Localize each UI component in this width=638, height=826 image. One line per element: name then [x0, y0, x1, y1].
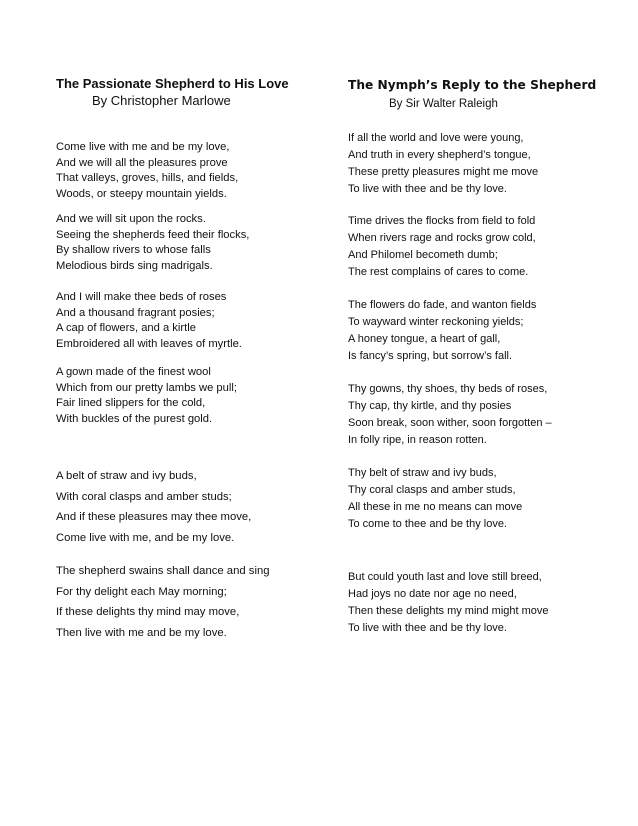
poem-line: By shallow rivers to whose falls [56, 244, 211, 257]
poem-line: If these delights thy mind may move, [56, 606, 240, 618]
poem-line: And Philomel becometh dumb; [348, 249, 498, 261]
poem-line: To live with thee and be thy love. [348, 183, 507, 195]
left-stanza-3 [56, 290, 242, 352]
poem-line: With buckles of the purest gold. [56, 412, 213, 425]
poem-line: And a thousand fragrant posies; [56, 306, 215, 319]
poem-line: Thy cap, thy kirtle, and thy posies [348, 400, 512, 412]
poem-line: Thy coral clasps and amber studs, [348, 484, 516, 496]
left-poem-author: By Christopher Marlowe [92, 93, 231, 108]
poem-line: Melodious birds sing madrigals. [56, 259, 213, 272]
poem-line: When rivers rage and rocks grow cold, [348, 232, 536, 244]
poem-line: Come live with me, and be my love. [56, 531, 235, 544]
poem-line: If all the world and love were young, [348, 132, 524, 144]
left-stanza-6 [56, 561, 270, 643]
poem-line: But could youth last and love still breed, [348, 571, 542, 583]
poem-line: A honey tongue, a heart of gall, [348, 333, 501, 345]
poem-line: Embroidered all with leaves of myrtle. [56, 337, 242, 350]
poem-line: Seeing the shepherds feed their flocks, [56, 228, 250, 241]
poem-line: And we will all the pleasures prove [56, 156, 228, 169]
poem-line: Come live with me and be my love, [56, 141, 230, 153]
left-poem-title: The Passionate Shepherd to His Love [56, 76, 289, 91]
right-stanza-2 [348, 213, 536, 281]
poem-line: Soon break, soon wither, soon forgotten – [348, 417, 552, 429]
poem-line: Which from our pretty lambs we pull; [56, 381, 237, 394]
poem-line: Had joys no date nor age no need, [348, 588, 517, 600]
poem-line: In folly ripe, in reason rotten. [348, 434, 487, 446]
poem-line: Thy belt of straw and ivy buds, [348, 467, 497, 479]
poem-line: Then these delights my mind might move [348, 605, 549, 617]
poem-line: Then live with me and be my love. [56, 626, 227, 639]
right-poem-title: The Nymph’s Reply to the Shepherd [348, 78, 597, 92]
right-stanza-1 [348, 130, 538, 198]
poem-line: With coral clasps and amber studs; [56, 490, 232, 503]
left-stanza-5 [56, 466, 251, 548]
poem-line: And truth in every shepherd’s tongue, [348, 149, 531, 161]
poem-line: Time drives the flocks from field to fold [348, 215, 536, 227]
poem-line: And if these pleasures may thee move, [56, 511, 252, 523]
poem-line: The flowers do fade, and wanton fields [348, 299, 537, 311]
poem-line: Thy gowns, thy shoes, thy beds of roses, [348, 383, 548, 395]
poem-line: A cap of flowers, and a kirtle [56, 322, 196, 335]
poem-line: The shepherd swains shall dance and sing [56, 565, 270, 577]
poem-line: A gown made of the finest wool [56, 366, 211, 378]
poem-line: That valleys, groves, hills, and fields, [56, 172, 239, 185]
poem-line: Is fancy’s spring, but sorrow’s fall. [348, 350, 513, 362]
poem-line: Fair lined slippers for the cold, [56, 397, 206, 410]
right-stanza-6 [348, 569, 549, 637]
right-stanza-5 [348, 465, 522, 533]
poem-line: The rest complains of cares to come. [348, 266, 529, 278]
poem-line: A belt of straw and ivy buds, [56, 470, 197, 482]
right-stanza-4 [348, 381, 552, 449]
poem-line: To come to thee and be thy love. [348, 518, 507, 530]
right-poem-author: By Sir Walter Raleigh [389, 98, 498, 110]
left-stanza-4 [56, 365, 237, 427]
poem-line: To live with thee and be thy love. [348, 622, 507, 634]
right-stanza-3 [348, 297, 536, 365]
left-stanza-2 [56, 212, 249, 274]
poem-line: And we will sit upon the rocks. [56, 213, 206, 225]
poem-line: These pretty pleasures might me move [348, 166, 539, 178]
poem-line: All these in me no means can move [348, 501, 523, 513]
poem-line: To wayward winter reckoning yields; [348, 316, 524, 328]
poem-line: For thy delight each May morning; [56, 585, 227, 598]
poem-line: And I will make thee beds of roses [56, 291, 227, 303]
left-stanza-1 [56, 140, 238, 202]
poem-line: Woods, or steepy mountain yields. [56, 187, 227, 200]
